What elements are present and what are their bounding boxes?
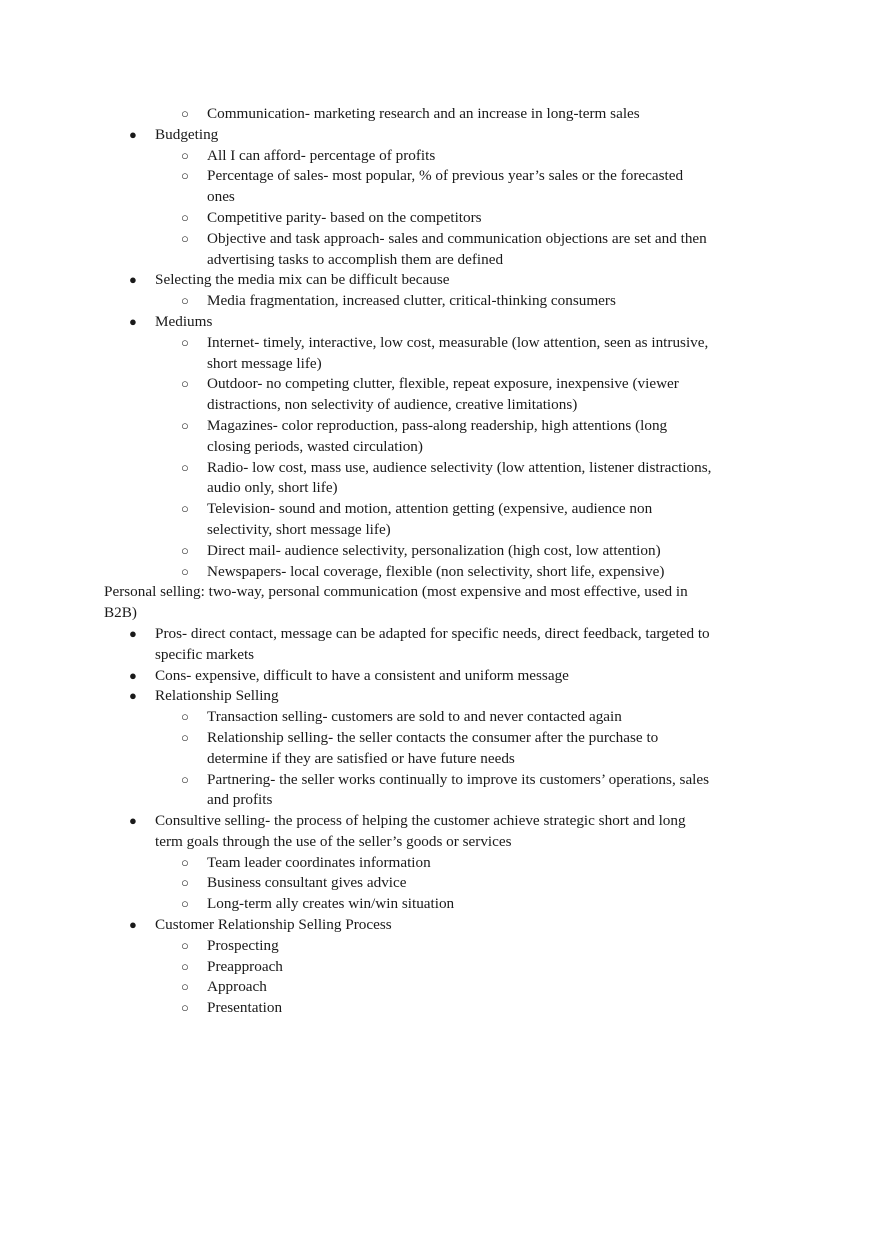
sub-list-item [155, 416, 714, 458]
hollow-bullet-icon: ○ [181, 979, 189, 995]
list-item-text: Relationship Selling [155, 687, 279, 705]
sub-list-item [155, 146, 714, 167]
hollow-bullet-icon: ○ [181, 958, 189, 974]
sub-list-item [155, 957, 714, 978]
sub-list-item-text: Media fragmentation, increased clutter, critical-thinking consumers [207, 292, 616, 310]
sub-list-item [155, 998, 714, 1019]
sub-list-item [155, 936, 714, 957]
sub-list-item [155, 562, 714, 583]
filled-bullet-icon: ● [129, 126, 137, 142]
sub-list-item [155, 728, 714, 770]
sub-list-item [155, 458, 714, 500]
document-body [104, 104, 714, 1019]
sub-list-item [155, 977, 714, 998]
list-item-text: Selecting the media mix can be difficult because [155, 271, 450, 289]
hollow-bullet-icon: ○ [181, 729, 189, 745]
list-item-text: Budgeting [155, 125, 219, 143]
sub-list-item [155, 229, 714, 271]
hollow-bullet-icon: ○ [181, 563, 189, 579]
filled-bullet-icon: ● [129, 625, 137, 641]
sub-list-item [155, 873, 714, 894]
hollow-bullet-icon: ○ [181, 875, 189, 891]
sub-list-item-text: Business consultant gives advice [207, 874, 407, 892]
hollow-bullet-icon: ○ [181, 459, 189, 475]
sub-list-item-text: All I can afford- percentage of profits [207, 146, 436, 164]
filled-bullet-icon: ● [129, 813, 137, 829]
hollow-bullet-icon: ○ [181, 1000, 189, 1016]
list-item [104, 312, 714, 582]
filled-bullet-icon: ● [129, 667, 137, 683]
sub-list-item-text: Outdoor- no competing clutter, flexible, repeat exposure, inexpensive (viewer distractions, non selectivity of audience, creative limitations) [207, 375, 679, 414]
sub-list-item [155, 770, 714, 812]
marketing-bullet-list [104, 125, 714, 583]
hollow-bullet-icon: ○ [181, 771, 189, 787]
hollow-bullet-icon: ○ [181, 334, 189, 350]
list-item [104, 270, 714, 312]
personal-selling-paragraph: Personal selling: two-way, personal communication (most expensive and most effective, used in B2B) [104, 583, 688, 622]
personal-selling-bullet-list [104, 624, 714, 1019]
sub-list-item-text: Approach [207, 978, 267, 996]
list-item [104, 624, 714, 666]
lead-subitem-text: Communication- marketing research and an increase in long-term sales [207, 105, 640, 122]
hollow-bullet-icon: ○ [181, 376, 189, 392]
list-item-text: Consultive selling- the process of helping the customer achieve strategic short and long term goals through the use of the seller’s goods or services [155, 812, 686, 850]
sub-list [155, 936, 714, 1019]
hollow-bullet-icon: ○ [181, 542, 189, 558]
sub-list-item [155, 166, 714, 208]
hollow-bullet-icon: ○ [181, 147, 189, 163]
sub-list-item-text: Relationship selling- the seller contacts the consumer after the purchase to determine if they are satisfied or have future needs [207, 728, 659, 767]
sub-list-item-text: Preapproach [207, 957, 283, 975]
sub-list-item-text: Long-term ally creates win/win situation [207, 895, 455, 913]
sub-list-item-text: Magazines- color reproduction, pass-along readership, high attentions (long closing periods, wasted circulation) [207, 416, 668, 455]
sub-list [155, 146, 714, 271]
sub-list-item-text: Television- sound and motion, attention getting (expensive, audience non selectivity, short message life) [207, 500, 653, 538]
hollow-bullet-icon: ○ [181, 417, 189, 433]
hollow-bullet-icon: ○ [181, 501, 189, 517]
hollow-bullet-icon: ○ [181, 293, 189, 309]
hollow-bullet-icon: ○ [181, 209, 189, 225]
sub-list-item-text: Objective and task approach- sales and communication objections are set and then advertising tasks to accomplish them are defined [207, 229, 707, 268]
list-item [104, 125, 714, 271]
filled-bullet-icon: ● [129, 917, 137, 933]
filled-bullet-icon: ● [129, 688, 137, 704]
sub-list-item-text: Internet- timely, interactive, low cost, measurable (low attention, seen as intrusive, short message life) [207, 333, 709, 372]
sub-list-item [155, 853, 714, 874]
sub-list-item-text: Percentage of sales- most popular, % of previous year’s sales or the forecasted ones [207, 167, 684, 206]
sub-list-item-text: Team leader coordinates information [207, 853, 431, 871]
list-item-text: Pros- direct contact, message can be adapted for specific needs, direct feedback, targeted to specific markets [155, 624, 710, 663]
hollow-bullet-icon: ○ [181, 230, 189, 246]
sub-list [155, 333, 714, 583]
list-item [104, 686, 714, 811]
list-item [104, 915, 714, 1019]
sub-list-item [155, 499, 714, 541]
sub-list-item-text: Presentation [207, 999, 283, 1017]
lead-subitem [104, 104, 714, 125]
sub-list-item-text: Competitive parity- based on the competitors [207, 208, 482, 226]
list-item [104, 666, 714, 687]
sub-list-item [155, 291, 714, 312]
hollow-bullet-icon: ○ [181, 168, 189, 184]
filled-bullet-icon: ● [129, 272, 137, 288]
sub-list-item-text: Direct mail- audience selectivity, personalization (high cost, low attention) [207, 541, 661, 559]
hollow-bullet-icon: ○ [181, 896, 189, 912]
hollow-bullet-icon: ○ [181, 937, 189, 953]
filled-bullet-icon: ● [129, 313, 137, 329]
sub-list-item [155, 894, 714, 915]
list-item-text: Mediums [155, 312, 213, 330]
list-item-text: Cons- expensive, difficult to have a consistent and uniform message [155, 666, 569, 684]
sub-list [155, 707, 714, 811]
hollow-bullet-icon: ○ [181, 709, 189, 725]
hollow-bullet-icon: ○ [181, 106, 189, 121]
sub-list-item-text: Radio- low cost, mass use, audience selectivity (low attention, listener distractions, audio only, short life) [207, 458, 712, 497]
sub-list [155, 853, 714, 915]
sub-list-item [155, 707, 714, 728]
hollow-bullet-icon: ○ [181, 854, 189, 870]
list-item-text: Customer Relationship Selling Process [155, 916, 392, 934]
sub-list-item [155, 374, 714, 416]
sub-list [155, 291, 714, 312]
sub-list-item-text: Newspapers- local coverage, flexible (non selectivity, short life, expensive) [207, 562, 665, 580]
sub-list-item [155, 333, 714, 375]
list-item [104, 811, 714, 915]
sub-list-item-text: Transaction selling- customers are sold to and never contacted again [207, 708, 622, 726]
sub-list-item-text: Prospecting [207, 936, 279, 954]
sub-list-item [155, 541, 714, 562]
sub-list-item-text: Partnering- the seller works continually to improve its customers’ operations, sales and profits [207, 770, 710, 809]
sub-list-item [155, 208, 714, 229]
